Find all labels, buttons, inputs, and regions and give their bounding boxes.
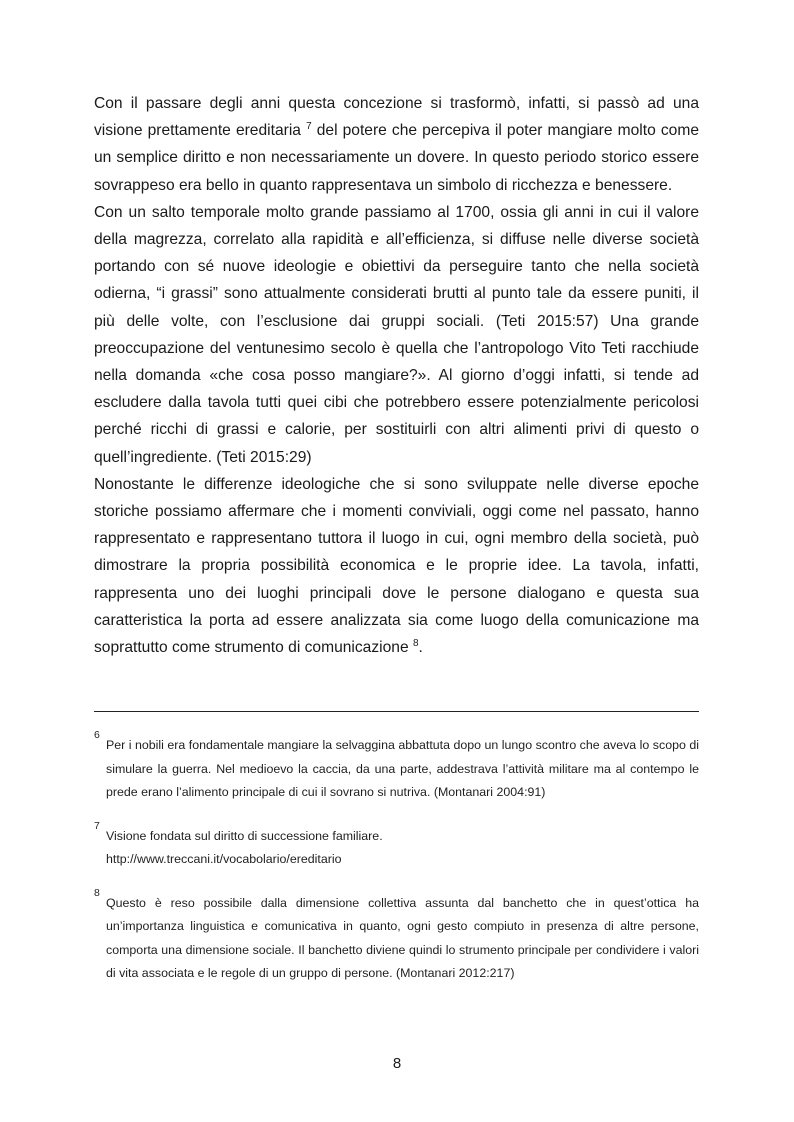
footnote-reference: 8 <box>412 637 419 649</box>
footnote-text: Questo è reso possibile dalla dimensione collettiva assunta dal banchetto che in quest’ottica ha un’importanza linguistica e comunicativa in quanto, ogni gesto compiuto in presenza di altre persone, comporta una dimensione sociale. Il banchetto diviene quindi lo strumento principale per condividere i valori di vita associata e le regole di un gruppo di persone. (Montanari 2012:217) <box>106 895 699 980</box>
paragraph-text: Nonostante le differenze ideologiche che si sono sviluppate nelle diverse epoche storiche possiamo affermare che i momenti conviviali, oggi come nel passato, hanno rappresentato e rappresentano tuttora il luogo in cui, ogni membro della società, può dimostrare la propria possibilità economica e le proprie idee. La tavola, infatti, rappresenta uno dei luoghi principali dove le persone dialogano e questa sua caratteristica la porta ad essere analizzata sia come luogo della comunicazione ma soprattutto come strumento di comunicazione <box>94 475 699 657</box>
footnote <box>94 729 699 805</box>
footnote-number: 7 <box>94 819 100 832</box>
page-number: 8 <box>392 1055 402 1072</box>
footnote-link[interactable]: http://www.treccani.it/vocabolario/ereditario <box>106 852 342 866</box>
paragraph-text: . <box>418 639 423 657</box>
footnote-reference: 7 <box>306 121 312 133</box>
paragraph-text: del potere che percepiva il poter mangiare molto come un semplice diritto e non necessariamente un dovere. In questo periodo storico essere sovrappeso era bello in quanto rappresentava un simbolo di ricchezza e benessere. <box>94 122 699 194</box>
footnote <box>94 819 699 872</box>
footnote-number: 6 <box>94 729 100 741</box>
footnote-text: Visione fondata sul diritto di successione familiare. <box>106 828 383 843</box>
paragraph-text: Con il passare degli anni questa concezione si trasformò, infatti, si passò ad una visione prettamente ereditaria <box>94 95 699 140</box>
footnote <box>94 886 699 986</box>
paragraph <box>94 199 699 471</box>
paragraph-text: Con un salto temporale molto grande passiamo al 1700, ossia gli anni in cui il valore della magrezza, correlato alla rapidità e all’efficienza, si diffuse nelle diverse società portando con sé nuove ideologie e obiettivi da perseguire tanto che nella società odierna, “i grassi” sono attualmente considerati brutti al punto tale da essere puniti, il più delle volte, con l’esclusione dai gruppi sociali. (Teti 2015:57) Una grande preoccupazione del ventunesimo secolo è quella che l’antropologo Vito Teti racchiude nella domanda «che cosa posso mangiare?». Al giorno d’oggi infatti, si tende ad escludere dalla tavola tutti quei cibi che potrebbero essere potenzialmente pericolosi perché ricchi di grassi e calorie, per sostituirli con altri alimenti privi di questo o quell’ingrediente. (Teti 2015:29) <box>94 203 699 466</box>
footnote-number: 8 <box>94 886 100 899</box>
footnotes <box>94 729 699 1006</box>
body-text <box>94 90 699 661</box>
paragraph <box>94 471 699 661</box>
footnote-text: Per i nobili era fondamentale mangiare la selvaggina abbattuta dopo un lungo scontro che aveva lo scopo di simulare la guerra. Nel medioevo la caccia, da una parte, addestrava l’attività militare ma al contempo le prede erano l’alimento principale di cui il sovrano si nutriva. (Montanari 2004:91) <box>106 738 699 799</box>
footnote-separator <box>94 711 699 712</box>
paragraph <box>94 90 699 199</box>
